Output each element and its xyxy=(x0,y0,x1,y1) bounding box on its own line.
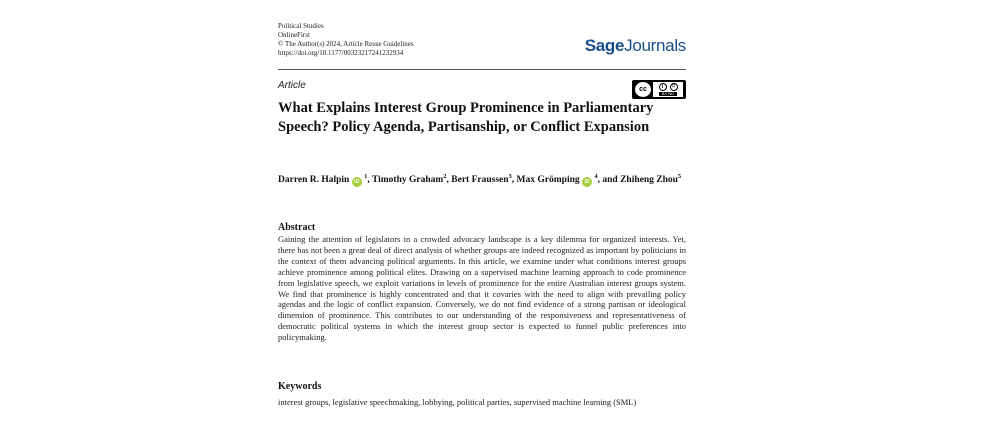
orcid-icon[interactable]: iD xyxy=(352,177,362,187)
author-separator: , xyxy=(367,175,372,185)
attribution-icon: i xyxy=(659,83,667,91)
brand-bold: Sage xyxy=(584,36,625,55)
cc-license-label: BY ND xyxy=(659,92,677,96)
header-divider xyxy=(278,69,686,70)
journal-edition: OnlineFirst xyxy=(278,31,310,39)
author-separator: , and xyxy=(597,175,621,185)
author-list xyxy=(278,174,686,187)
author-name[interactable]: Darren R. Halpin xyxy=(278,175,350,185)
author-separator: , xyxy=(511,175,517,185)
article-type: Article xyxy=(278,80,306,91)
abstract-text: Gaining the attention of legislators in a crowded advocacy landscape is a key dilemma for organized interests. Yet, there has not been a great deal of direct analysis of whether groups are indeed recognized as important by politicians in the context of them advancing political arguments. In this article, we examine under what conditions interest groups achieve prominence among political elites. Drawing on a supervised machine learning approach to code prominence from legislative speech, we exploit variations in levels of prominence for the entire Australian interest groups system. We find that prominence is highly concentrated and that it covaries with the need to align with prevailing policy agendas and the logic of conflict expansion. Conversely, we do not find evidence of a strong partisan or ideological dimension of prominence. This contributes to our understanding of the responsiveness and representativeness of democratic political systems in which the interest group sector is expected to funnel public preferences into policymaking. xyxy=(278,234,686,343)
author-name[interactable]: Bert Fraussen xyxy=(451,175,509,185)
sage-journals-logo[interactable] xyxy=(585,36,686,56)
article-title: What Explains Interest Group Prominence in Parliamentary Speech? Policy Agenda, Partisanship, or Conflict Expansion xyxy=(278,100,654,135)
journal-name: Political Studies xyxy=(278,22,324,30)
affiliation-number[interactable]: 4 xyxy=(594,172,598,180)
no-derivatives-icon: = xyxy=(670,83,678,91)
affiliation-number[interactable]: 5 xyxy=(677,172,682,180)
affiliation-number[interactable]: 1 xyxy=(364,172,368,180)
orcid-icon[interactable]: iD xyxy=(582,177,592,187)
copyright-line[interactable]: © The Author(s) 2024, Article Reuse Guidelines xyxy=(278,40,414,48)
keywords-text: interest groups, legislative speechmaking, lobbying, political parties, supervised machine learning (SML) xyxy=(278,397,637,407)
author-name[interactable]: Zhiheng Zhou xyxy=(620,175,678,185)
cc-license-badge[interactable] xyxy=(632,80,686,99)
author-name[interactable]: Timothy Graham xyxy=(371,175,444,185)
doi-link[interactable]: https://doi.org/10.1177/00323217241232934 xyxy=(278,49,404,57)
affiliation-number[interactable]: 2 xyxy=(443,172,447,180)
cc-icon: cc xyxy=(635,82,651,97)
author-separator: , xyxy=(446,175,452,185)
author-name[interactable]: Max Grömping xyxy=(516,175,580,185)
article-page xyxy=(278,22,686,407)
brand-light: Journals xyxy=(624,36,686,55)
keywords-heading: Keywords xyxy=(278,381,322,392)
abstract-heading: Abstract xyxy=(278,222,316,233)
affiliation-number[interactable]: 3 xyxy=(508,172,512,180)
